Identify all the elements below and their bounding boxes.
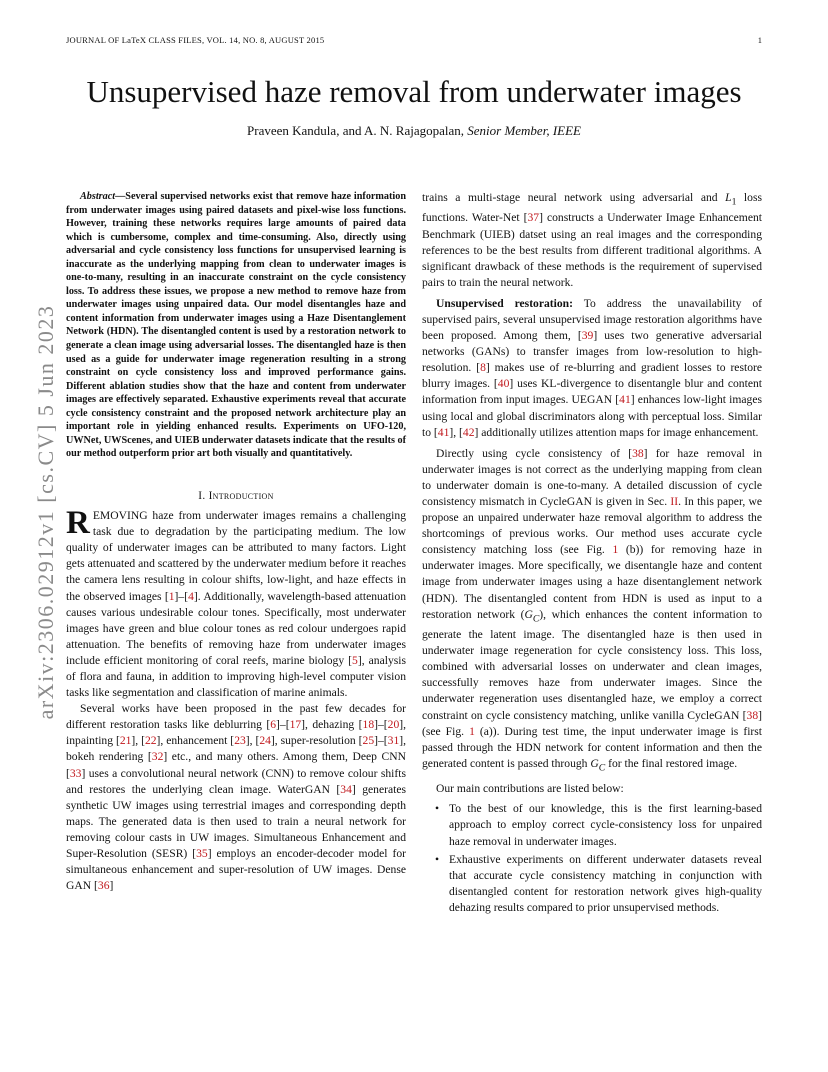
citation-link[interactable]: 18 [362,718,375,732]
citation-link[interactable]: 37 [527,211,540,225]
citation-link[interactable]: 40 [497,377,510,391]
citation-link[interactable]: 34 [340,782,352,796]
right-paragraph-3: Directly using cycle consistency of [38] for haze removal in underwater images is not correct as the underlying mapping from clean to underwater domain is one-to-many. A detailed discussion of cycle consistency mismatch in CycleGAN is given in Sec. II. In this paper, we propose an unpaired underwater haze removal algorithm to address the shortcomings of previous works. Our method uses accurate cycle consistency matching loss (see Fig. 1 (b)) for removing haze in underwater images. More specifically, we disentangle haze and content image from underwater images using a haze disentanglement network (HDN). The disentangled content from HDN is used as input to a restoration network $(G_C)$, which enhances the content information to generate the latent image. The disentangled haze is then used in underwater image regeneration for cycle consistency loss. This loss, combined with adversarial losses on underwater and clean images, successfully removes haze from underwater images. Since the underwater regeneration uses disentangled haze, we employ a correct constraint on cycle consistency matching, unlike vanilla CycleGAN [38] (see Fig. 1 (a)). During test time, the input underwater image is first passed through the HDN network for content information and then the generated content is passed through $G_C$ for the final restored image. [422,446,763,774]
list-item: • To the best of our knowledge, this is the first learning-based approach to employ correct cycle-consistency loss for unpaired haze removal in underwater images. [449,801,762,849]
abstract-label: Abstract [80,191,116,202]
citation-link[interactable]: 5 [352,653,358,667]
drop-cap: R [66,505,90,542]
citation-link[interactable]: 21 [119,734,132,748]
citation-link[interactable]: 20 [387,718,400,732]
citation-link[interactable]: 8 [480,361,486,375]
right-paragraph-2-text: To address the unavailability of supervised pairs, several unsupervised image restoration algorithms have been proposed. Among them, [39] uses two generative adversarial networks (GANs) to transfer images from low-resolution to high-resolution. [8] makes use of re-blurring and gradient losses to restore blurry images. [40] uses KL-divergence to disentangle blur and content information from input images. UEGAN [41] enhances low-light images using local and global discriminators along with perceptual loss. Similar to [41], [42] additionally utilizes attention maps for image enhancement. [422,296,762,439]
citation-link[interactable]: 25 [362,734,375,748]
author-names: Praveen Kandula, and A. N. Rajagopalan, [247,123,464,138]
citation-link[interactable]: 24 [259,734,271,748]
citation-link[interactable]: 38 [746,708,759,722]
right-column [422,190,762,918]
section-number: I. [198,489,206,502]
section-heading [66,488,406,504]
citation-link[interactable]: 38 [632,446,644,460]
citation-link[interactable]: 35 [196,847,208,860]
author-role: Senior Member, IEEE [467,123,581,138]
citation-link[interactable]: II [670,495,679,508]
citation-link[interactable]: 31 [387,734,400,748]
right-paragraph-4: Our main contributions are listed below: [436,782,624,796]
citation-link[interactable]: 36 [97,879,110,893]
citation-link[interactable]: 39 [581,329,594,343]
intro-paragraph-1-text: EMOVING haze from underwater images remains a challenging task due to degradation by the participating medium. The low quality of underwater images can be attributed to many factors. Light gets attenuated and scattered by the underwater medium before it reaches the camera lens resulting in colour shifts, low-light, and haze effects in the observed images [1]–[4]. Additionally, wavelength-based attenuation causes various undesirable colour tones. Specifically, most underwater images have green and blue colour tones as red colour undergoes rapid attenuation. The benefits of removing haze from underwater images include efficient monitoring of coral reefs, marine biology [5], analysis of flora and fauna, in addition to improving high-level computer vision tasks like segmentation and classification of marine animals. [66,509,406,700]
abstract-text: —Several supervised networks exist that remove haze information from underwater images using paired datasets and pixel-wise loss functions. However, training these networks requires large amounts of paired data which is cumbersome, complex and time-consuming. Also, directly using adversarial and cycle consistency loss functions for unsupervised learning is inaccurate as the underlying mapping from clean to underwater images is one-to-many, resulting in an inaccurate constraint on the cycle consistency loss. To address these issues, we propose a new method to remove haze from underwater images using unpaired data. Our model disentangles haze and content information from underwater images using a Haze Disentanglement Network (HDN). The disentangled content is used by a restoration network to generate a clean image using adversarial losses. The disentangled haze is then used as a guide for underwater image regeneration resulting in a strong constraint on cycle consistency loss and improved performance gains. Different ablation studies show that the haze and content from underwater images are effectively separated. Exhaustive experiments reveal that accurate cycle consistency constraint and the proposed network architecture play an important role in yielding enhanced results. Experiments on UFO-120, UWNet, UWScenes, and UIEB underwater datasets indicate that the results of our method outperform prior art both visually and quantitatively. [66,191,406,460]
author-line [0,123,828,139]
contribution-list [422,801,762,916]
right-paragraph-1: trains a multi-stage neural network using adversarial and $L_1$ loss functions. Water-Net [37] constructs a Underwater Image Enhancement Benchmark (UIEB) datset using an real images and the corresponding references to be the best results from different traditional algorithms. A significant drawback of these methods is the requirement of supervised pairs to train the neural network. [422,191,762,289]
left-column [66,190,406,894]
arxiv-stamp: arXiv:2306.02912v1 [cs.CV] 5 Jun 2023 [33,304,58,720]
citation-link[interactable]: 1 [612,543,619,557]
citation-link[interactable]: 1 [168,589,175,603]
intro-paragraph-1 [66,505,406,701]
intro-paragraph-2: Several works have been proposed in the past few decades for different restoration tasks like deblurring [6]–[17], dehazing [18]–[20], inpainting [21], [22], enhancement [23], [24], super-resolution [25]–[31], bokeh rendering [32] etc., and many others. Among them, Deep CNN [33] uses a convolutional neural network (CNN) to remove colour shifts and restores the underlying clean image. WaterGAN [34] generates synthetic UW images using terrestrial images and corresponding depth maps. The generated data is then used to train a neural network for removing colour casts in UW images. Simultaneous Enhancement and Super-Resolution (SESR) [35] employs an encoder-decoder model for simultaneous enhancement and super-resolution of UW images. Dense GAN [36] [66,702,406,893]
paper-title: Unsupervised haze removal from underwater images [86,74,742,109]
abstract [66,190,406,461]
citation-link[interactable]: 22 [144,734,157,748]
citation-link[interactable]: 41 [437,425,450,439]
citation-link[interactable]: 4 [188,589,194,603]
page-number: 1 [757,35,762,45]
citation-link[interactable]: 33 [69,766,82,780]
citation-link[interactable]: 1 [469,724,475,738]
running-head: JOURNAL OF LaTeX CLASS FILES, VOL. 14, NO. 8, AUGUST 2015 [66,35,325,45]
citation-link[interactable]: 17 [289,718,302,732]
unsupervised-restoration-label: Unsupervised restoration: [436,296,573,310]
section-title: Introduction [208,489,274,502]
right-paragraph-2 [422,296,762,441]
citation-link[interactable]: 42 [462,425,475,439]
citation-link[interactable]: 23 [234,734,246,748]
citation-link[interactable]: 41 [619,393,631,407]
list-item: • Exhaustive experiments on different underwater datasets reveal that accurate cycle consistency matching in conjunction with disentangled content for restoration network gives high-quality dehazing results compared to prior unsupervised methods. [449,852,762,916]
citation-link[interactable]: 6 [270,718,277,732]
citation-link[interactable]: 32 [151,750,164,764]
